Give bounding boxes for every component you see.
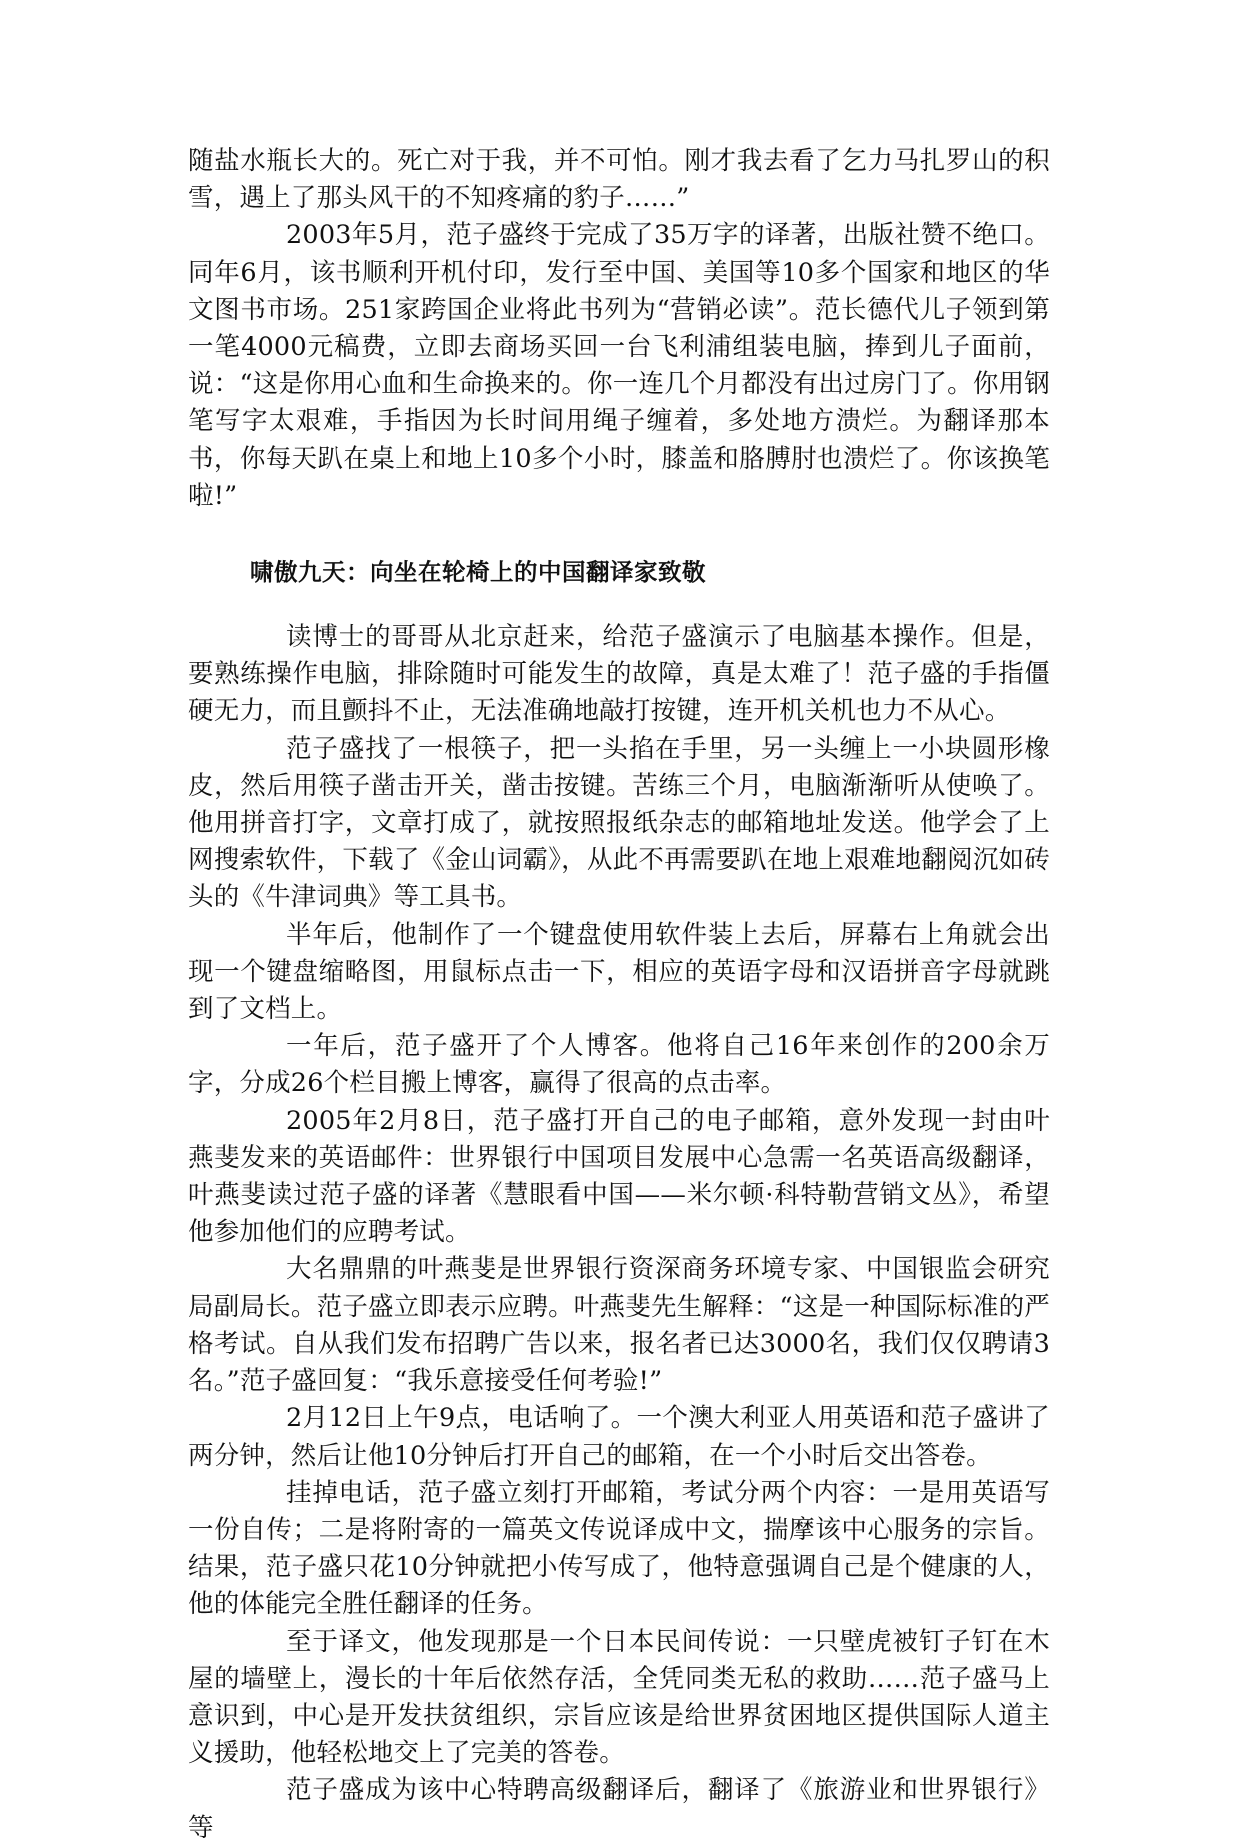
body-paragraph: 范子盛找了一根筷子，把一头掐在手里，另一头缠上一小块圆形橡皮，然后用筷子凿击开关，凿击按键。苦练三个月，电脑渐渐听从使唤了。他用拼音打字，文章打成了，就按照报纸杂志的邮箱地址发送。他学会了上网搜索软件，下载了《金山词霸》，从此不再需要趴在地上艰难地翻阅沉如砖头的《牛津词典》等工具书。 xyxy=(188,733,1050,913)
body-paragraph: 范子盛成为该中心特聘高级翻译后，翻译了《旅游业和世界银行》等 xyxy=(188,1775,1050,1843)
body-paragraph: 随盐水瓶长大的。死亡对于我，并不可怕。刚才我去看了乞力马扎罗山的积雪，遇上了那头风干的不知疼痛的豹子……” xyxy=(188,146,1050,214)
body-paragraph: 2月12日上午9点，电话响了。一个澳大利亚人用英语和范子盛讲了两分钟，然后让他10分钟后打开自己的邮箱，在一个小时后交出答卷。 xyxy=(188,1403,1050,1471)
body-paragraph: 大名鼎鼎的叶燕斐是世界银行资深商务环境专家、中国银监会研究局副局长。范子盛立即表示应聘。叶燕斐先生解释：“这是一种国际标准的严格考试。自从我们发布招聘广告以来，报名者已达3000名，我们仅仅聘请3名。”范子盛回复：“我乐意接受任何考验!” xyxy=(188,1254,1050,1397)
document-page xyxy=(188,143,1050,1847)
body-paragraph: 2005年2月8日，范子盛打开自己的电子邮箱，意外发现一封由叶燕斐发来的英语邮件：世界银行中国项目发展中心急需一名英语高级翻译，叶燕斐读过范子盛的译著《慧眼看中国——米尔顿·科特勒营销文丛》，希望他参加他们的应聘考试。 xyxy=(188,1105,1050,1248)
body-paragraph: 2003年5月，范子盛终于完成了35万字的译著，出版社赞不绝口。同年6月，该书顺利开机付印，发行至中国、美国等10多个国家和地区的华文图书市场。251家跨国企业将此书列为“营销必读”。范长德代儿子领到第一笔4000元稿费，立即去商场买回一台飞利浦组装电脑，捧到儿子面前，说：“这是你用心血和生命换来的。你一连几个月都没有出过房门了。你用钢笔写字太艰难，手指因为长时间用绳子缠着，多处地方溃烂。为翻译那本书，你每天趴在桌上和地上10多个小时，膝盖和胳膊肘也溃烂了。你该换笔啦!” xyxy=(188,220,1050,511)
body-paragraph: 半年后，他制作了一个键盘使用软件装上去后，屏幕右上角就会出现一个键盘缩略图，用鼠标点击一下，相应的英语字母和汉语拼音字母就跳到了文档上。 xyxy=(188,919,1050,1025)
body-paragraph: 读博士的哥哥从北京赶来，给范子盛演示了电脑基本操作。但是，要熟练操作电脑，排除随时可能发生的故障，真是太难了！范子盛的手指僵硬无力，而且颤抖不止，无法准确地敲打按键，连开机关机也力不从心。 xyxy=(188,622,1050,727)
body-paragraph: 至于译文，他发现那是一个日本民间传说：一只壁虎被钉子钉在木屋的墙壁上，漫长的十年后依然存活，全凭同类无私的救助……范子盛马上意识到，中心是开发扶贫组织，宗旨应该是给世界贫困地区提供国际人道主义援助，他轻松地交上了完美的答卷。 xyxy=(188,1626,1050,1769)
body-paragraph: 挂掉电话，范子盛立刻打开邮箱，考试分两个内容：一是用英语写一份自传；二是将附寄的一篇英文传说译成中文，揣摩该中心服务的宗旨。结果，范子盛只花10分钟就把小传写成了，他特意强调自己是个健康的人，他的体能完全胜任翻译的任务。 xyxy=(188,1477,1050,1620)
body-paragraph: 一年后，范子盛开了个人博客。他将自己16年来创作的200余万字，分成26个栏目搬上博客，赢得了很高的点击率。 xyxy=(188,1031,1050,1099)
section-heading: 啸傲九天：向坐在轮椅上的中国翻译家致敬 xyxy=(250,558,706,587)
